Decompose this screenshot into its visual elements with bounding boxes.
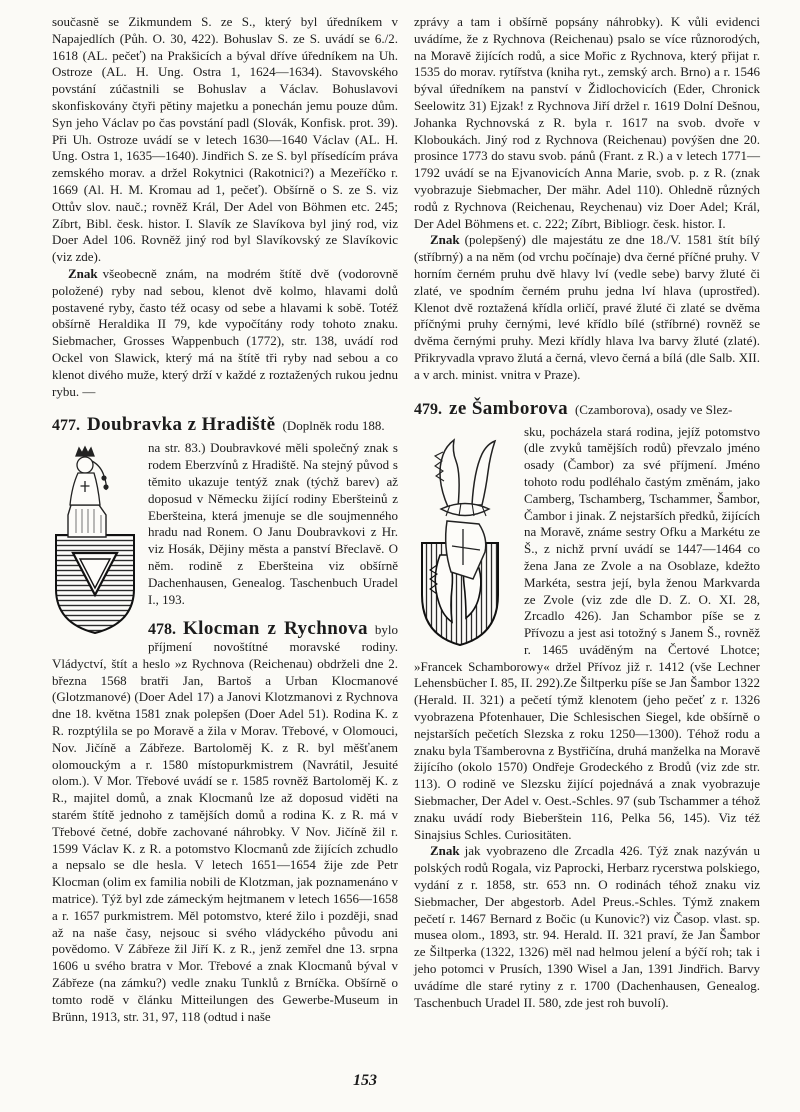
- coat-of-arms-doubravka-image: [52, 443, 138, 639]
- coat-of-arms-sambor-image: [414, 427, 514, 653]
- entry-477-number: 477.: [52, 417, 80, 435]
- entry-478-title: Klocman z Rychnova: [183, 618, 368, 640]
- entry-477-title: Doubravka z Hradiště: [87, 414, 276, 436]
- entry-478-body: bylo příjmení novoštítné moravské rodiny. Vládyctví, štít a heslo »z Rychnova (Reichenau) obdrželi dne 2. března 1568 bratři Jan, Bartoš a Urban Klocmanové (Glotzmanové) (Doer Adel 17) a Janovi Klotzmanovi z Rychnova dne 18. května 1581 znak polepšen (Doer Adel 51). Rodina K. z R. rozptýlila se po Moravě a žila v Morav. Třebové, v Olomouci, Nov. Jičíně a Zábřeze. Bartoloměj K. z R. byl měšťanem olomouckým a r. 1580 místopurkmistrem (Navrátil, Jesuité olom.). V Mor. Třebové uvádí se r. 1585 rovněž Bartoloměj K. z R., majitel domů, a znak Klocmanů lze až doposud viděti na starém štítě jednoho z tamějších domů a rodina K. z R. má v Třebové četné, dobře zachované náhrobky. V Nov. Jičíně žil r. 1599 Václav K. z R. a potomstvo Klocmanů zde žijících zchudlo a nepsalo se dle hesla. V letech 1651—1654 žije zde Petr Klocman (olim ex familia nobili de Klotzman, jak poznamenáno v matrice). Týž byl zde zámeckým hejtmanem v letech 1656—1658 a r. 1657 purkmistrem. Měl potomstvo, které žilo i později, snad až na naše časy, nejsouc si svého vládyckého původu ani povědomo. V Zábřeze žil Jiří K. z R., jenž zemřel dne 13. srpna 1606 u svého bratra v Mor. Třebové a znak Klocmanů býval v Zábřeze (na zámku?) vedle znaku Tunklů z Brníčka. Obšírně o tomto rodě v článku Mitteilungen des Gewerbe-Museum in Brünn, 1913, str. 31, 97, 118 (odtud i naše: [52, 622, 398, 1024]
- entry-478-klocman: [52, 618, 398, 1025]
- znak-paragraph-slavik: Znak všeobecně znám, na modrém štítě dvě (vodorovně položené) ryby nad sebou, klenot dvě kolmo, hlavami dolů postavené ryby, často též ocasy od sebe a hlavami k sobě. Totéž obšírně Heraldika II 79, kde vypočítány rody tohoto znaku. Siebmacher, Grosses Wappenbuch (1772), str. 138, uvádí rod Ockel von Slawick, který má na štítě tři ryby nad sebou a co klenot divého muže, který drží v každé z roztažených rukou jednu rybu. —: [52, 265, 398, 399]
- znak-paragraph-rychnov: Znak (polepšený) dle majestátu ze dne 18./V. 1581 štít bílý (stříbrný) a na něm (od vrchu počínaje) dva černé příčné pruhy. V horním černém pruhu dvě hlavy lví (vedle sebe) barvy žluté či zlaté, ve spodním černém pruhu jedna lví hlava (uprostřed). Klenot dvě roztažená křídla orličí, pravé žluté či zlaté se dvěma příčnými pruhy černými, levé křídlo bílé (stříbrné) rovněž se dvěma černými pruhy. Mezi křídly hlava lva barvy žluté (zlaté). Přikryvadla vpravo žlutá a černá, vlevo černá a bílá (dle Salb. XII. a v arch. minist. vnitra v Praze).: [414, 232, 760, 382]
- entry-479-samborov: [414, 397, 760, 1012]
- entry-479-title: ze Šamborova: [449, 397, 568, 419]
- entry-479-body: sku, pocházela stará rodina, jejíž potomstvo (dle zvyků tamějších rodů) převzalo jméno osady (Čambor) za své příjmení. Jméno tohoto rodu podléhalo častým změnám, jako Camberg, Tschamberg, Tschammer, Šambor, Čambor i jinak. Z nejstarších předků, žijících na Moravě, známe sestry Ofku a Markétu ze Š., z nichž první uvádí se 1447—1464 co žena Jana ze Zvole a na Osoblaze, kdežto Markéta, sestra její, byla ženou Markvarda ze Zvole (viz zde dle D. Z. O. XI. 28, Zrcadlo 426). Jan Schambor píše se z Přívozu a jest asi totožný s Janem Š., rovněž r. 1465 uváděným na Čertové Lhotce; »Francek Schamborowy« držel Přívoz již r. 1412 (vše Lechner Lehensbücher I. 85, II. 292).Ze Šiltperku píše se Jan Šambor 1322 (Herald. II. 321) a pečetí týmž klenotem (jeho pečeť z r. 1326 vyobrazena Pfotenhauer, Die Schlesischen Siegel, kde obšírně o nejstarších pečetích Slezska z roku 1250—1300). Téhož rodu a znaku byla Tšamberovna z Bystřičína, druhá manželka na Moravě žijícího (okolo 1570) Ondřeje Grodeckého z Brodů (viz zde str. 113). O rodině ve Slezsku žijící pojednává a znak vyobrazuje Siebmacher, Der Adel v. Oest.-Schles. 97 (sub Tschammer a téhož znaku uvádí rody Bieberštein 116, Pelka 56, 145). Viz též Sinajsius Schles. Curiositäten.: [414, 423, 760, 842]
- entry-479-number: 479.: [414, 400, 442, 418]
- page-number: 153: [353, 1072, 377, 1089]
- znak-label: Znak: [68, 265, 98, 281]
- entry-477-heading: 477. Doubravka z Hradiště (Doplněk rodu 188.: [52, 414, 385, 436]
- two-column-text: [52, 14, 760, 1025]
- entry-479-heading: 479. ze Šamborova (Czamborova), osady ve Slez-: [414, 397, 733, 419]
- entry-477-doubravka: [52, 413, 398, 608]
- right-column: [414, 14, 760, 1025]
- znak-label: Znak: [430, 232, 460, 248]
- entry-478-number: 478.: [148, 621, 176, 639]
- continuation-paragraph: současně se Zikmundem S. ze S., který byl úředníkem v Napajedlích (Půh. O. 30, 422). Bohuslav S. ze S. uvádí se 6./2. 1618 (AL. pečeť) na Prakšicích a býval dříve úředníkem na Uh. Ostroze (AL. H. Ung. Ostra 1, 1624—1634). Stavovského povstání zúčastnili se Bohuslav a Václav. Bohuslavovi skonfiskovány čtyři pětiny majetku a ponechán jemu pouze dům. Syn jeho Václav po čas povstání padl (Slovák, Konfisk. prot. 39). Při Uh. Ostroze uvádí se v letech 1630—1640 Václav (AL. H. Ung. Ostra 1, 1635—1640). Jindřich S. ze S. byl přísedícím práva zemského morav. a držel Rokytnici (Rakotnici?) a Mezeříčko r. 1669 (Al. H. M. Kromau ad 1, pečeť). Obšírně o S. ze S. viz Ottův slov. nauč.; rovněž Král, Der Adel von Böhmen etc. 245; Zíbrt, Bibl. česk. histor. I. Slavík ze Slavíkova byl jiný rod, viz Doer Adel 106. Rovněž jiný rod byl Slavíkovský ze Slavíkovic (viz zde).: [52, 14, 398, 265]
- continuation-paragraph-rychnov: zprávy a tam i obšírně popsány náhrobky). K vůli evidenci uvádíme, že z Rychnova (Reichenau) psalo se více různorodých, na Moravě žijících rodů, a sice Mořic z Rychnova, který přijat r. 1535 do morav. rytířstva (kniha ryt., zemský arch. Brno) a r. 1546 býval úředníkem na panství v Židlochovicích (Eder, Chronick Seelowitz 31) Ejzak! z Rychnova Jiří držel r. 1619 Dolní Dešnou, Johanka Rychnovská z R. byla r. 1617 na svob. dvoře v Kloboukách. Jiný rod z Rychnova (Reichenau) povýšen dne 20. prosince 1773 do stavu svob. pánů (Frant. z R.) a v letech 1771—1792 uvádí se na Ejvanovicích Anna Marie, svob. p. z R. (znak vyobrazuje Siebmacher, Der mähr. Adel 110). Ohledně různých rodů z Rychnova (Reichenau, Reychenau) viz Doer Adel; Král, Der Adel Böhmens et. c. 222; Zíbrt, Bibliogr. česk. histor. I.: [414, 14, 760, 231]
- znak-label: Znak: [430, 843, 460, 859]
- left-column: [52, 14, 398, 1025]
- entry-477-body: na str. 83.) Doubravkové měli společný znak s rodem Eberzvínů z Hradiště. Na stejný původ s těmito ukazuje tentýž znak (týchž barev) až doposud v Německu žijící rodiny Eberšteinů z Eberšteina, která jmenuje se dle soujmenného hradu nad Ronem. O Janu Doubravkovi z Hr. viz Hosák, Dějiny města a panství Břeclavě. O něm. rodině z Eberšteina viz obšírně Dachenhausen, Genealog. Taschenbuch Uradel I., 193.: [52, 440, 398, 608]
- znak-paragraph-sambor: Znak jak vyobrazeno dle Zrcadla 426. Týž znak nazýván u polských rodů Rogala, viz Paprocki, Herbarz rycerstwa polskiego, vydání z r. 1858, str. 653 nn. O rodinách téhož znaku viz Siebmacher, Der abgestorb. Adel Preus.-Schles. Týmž znakem pečetí r. 1467 Bernard z Bočic (u Kunovic?) viz Časop. vlast. sp. musea olom., 1893, str. 94. Herald. II. 321 praví, že Jan Šambor ze Šiltperka (1322, 1326) měl nad helmou jelení a býčí roh; tak i jeho potomci v Prusích, 1390 Wisel a Jan, 1391 Jindřich. Barvy uvádíme dle staré rytiny z r. 1700 (Dachenhausen, Genealog. Taschenbuch Uradel II. 580, zde jest roh buvolí).: [414, 843, 760, 1010]
